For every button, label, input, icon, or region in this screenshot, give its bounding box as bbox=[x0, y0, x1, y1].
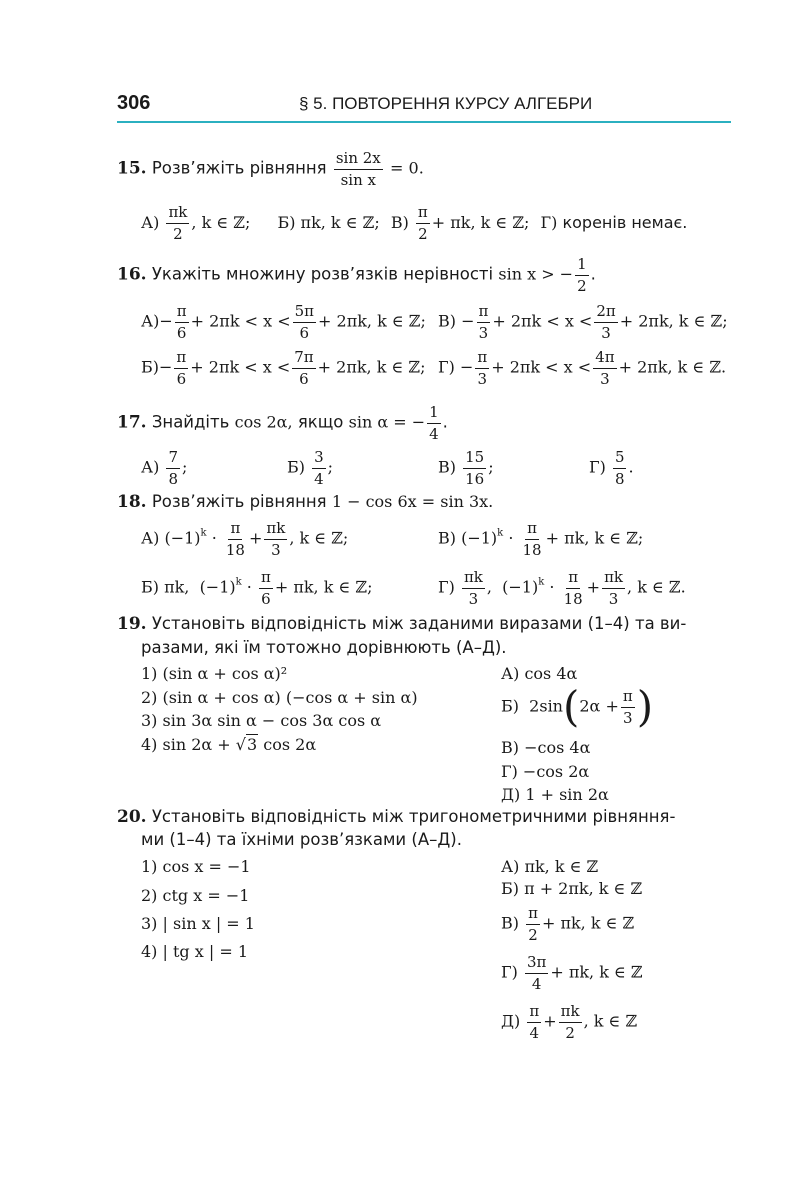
question-prompt: Знайдіть bbox=[151, 412, 230, 432]
question-number: 17. bbox=[117, 412, 147, 433]
list-item: 1) (sin α + cos α)² bbox=[141, 664, 288, 683]
option-a[interactable]: А) $\frac{\pi k}{2}$ , k ∈ ℤ; bbox=[141, 203, 251, 243]
list-item: 4) sin 2α + √3 cos 2α bbox=[141, 735, 317, 754]
equation-rhs: = 0. bbox=[390, 158, 424, 178]
question-19 bbox=[117, 614, 686, 634]
q15-options bbox=[141, 204, 687, 242]
answer-b[interactable]: Б) π + 2πk, k ∈ ℤ bbox=[501, 879, 643, 898]
answer-d[interactable]: Г) −cos 2α bbox=[501, 762, 590, 781]
option-d[interactable]: Г) $\frac{5}{8}$ . bbox=[589, 448, 634, 488]
option-a[interactable]: А) $(-1)^k$ · $\frac{\pi}{18}$ + $\frac{\pi k}{3}$ , k ∈ ℤ; bbox=[141, 519, 349, 559]
answer-e[interactable]: Д) $\frac{\pi}{4}$ + $\frac{\pi k}{2}$ , k ∈ ℤ bbox=[501, 1002, 638, 1042]
condition-fraction: $\frac{1}{4}$ bbox=[429, 403, 439, 443]
question-17 bbox=[117, 404, 448, 442]
answer-c[interactable]: В) $\frac{\pi}{2}$ + πk, k ∈ ℤ bbox=[501, 904, 635, 944]
question-number: 19. bbox=[117, 614, 147, 634]
option-a[interactable]: А)− $\frac{\pi}{6}$ + 2πk < x < $\frac{5\pi}{6}$ + 2πk, k ∈ ℤ; bbox=[141, 302, 426, 342]
answer-e[interactable]: Д) 1 + sin 2α bbox=[501, 785, 609, 804]
option-b[interactable]: Б) πk, k ∈ ℤ; bbox=[277, 212, 380, 232]
question-prompt: Розв’яжіть рівняння bbox=[151, 158, 327, 178]
equation: 1 − cos 6x = sin 3x. bbox=[331, 492, 494, 511]
option-d[interactable]: Г) − $\frac{\pi}{3}$ + 2πk < x < $\frac{4\pi}{3}$ + 2πk, k ∈ ℤ. bbox=[438, 348, 727, 388]
question-16 bbox=[117, 256, 596, 294]
answer-a[interactable]: А) cos 4α bbox=[501, 664, 578, 683]
condition-lhs: sin α = − bbox=[348, 412, 426, 432]
condition-end: . bbox=[442, 412, 448, 432]
option-d[interactable]: Г) коренів немає. bbox=[540, 212, 688, 232]
page-number: 306 bbox=[117, 92, 151, 114]
target-expression: cos 2α, bbox=[234, 412, 293, 432]
option-d[interactable]: Г) $\frac{\pi k}{3}$ , $(-1)^k$ · $\frac{\pi}{18}$ + $\frac{\pi k}{3}$ , k ∈ ℤ. bbox=[438, 568, 686, 608]
inequality-lhs: sin x > − bbox=[498, 264, 574, 284]
section-title: § 5. ПОВТОРЕННЯ КУРСУ АЛГЕБРИ bbox=[299, 94, 593, 113]
question-number: 18. bbox=[117, 492, 147, 512]
question-prompt-line2: ми (1–4) та їхніми розв’язками (А–Д). bbox=[141, 830, 462, 849]
answer-c[interactable]: В) −cos 4α bbox=[501, 738, 591, 757]
question-number: 15. bbox=[117, 158, 147, 179]
list-item: 1) cos x = −1 bbox=[141, 857, 251, 876]
list-item: 3) sin 3α sin α − cos 3α cos α bbox=[141, 711, 382, 730]
option-b[interactable]: Б) πk, $(-1)^k$ · $\frac{\pi}{6}$ + πk, k ∈ ℤ; bbox=[141, 568, 373, 608]
list-item: 2) ctg x = −1 bbox=[141, 886, 250, 905]
answer-b[interactable]: Б) 2sin(2α + $\frac{\pi}{3}$ ) bbox=[501, 682, 654, 731]
inequality-fraction: $\frac{1}{2}$ bbox=[577, 255, 587, 295]
equation-fraction: $\frac{\sin 2x}{\text{sin x}}$ bbox=[335, 149, 381, 189]
option-b[interactable]: Б) $\frac{3}{4}$ ; bbox=[287, 448, 334, 488]
header-rule bbox=[117, 121, 731, 123]
condition-word: якщо bbox=[297, 412, 344, 432]
option-b[interactable]: Б)− $\frac{\pi}{6}$ + 2πk < x < $\frac{7\pi}{6}$ + 2πk, k ∈ ℤ; bbox=[141, 348, 426, 388]
option-c[interactable]: В) $\frac{15}{16}$ ; bbox=[438, 448, 494, 488]
question-number: 20. bbox=[117, 807, 147, 827]
question-number: 16. bbox=[117, 264, 147, 285]
question-20 bbox=[117, 807, 675, 827]
option-c[interactable]: В) $\frac{\pi}{2}$ + πk, k ∈ ℤ; bbox=[390, 203, 530, 243]
question-prompt: Розв’яжіть рівняння bbox=[151, 492, 327, 511]
option-c[interactable]: В) − $\frac{\pi}{3}$ + 2πk < x < $\frac{2\pi}{3}$ + 2πk, k ∈ ℤ; bbox=[438, 302, 728, 342]
question-18 bbox=[117, 492, 493, 512]
list-item: 2) (sin α + cos α) (−cos α + sin α) bbox=[141, 688, 418, 707]
answer-d[interactable]: Г) $\frac{3\pi}{4}$ + πk, k ∈ ℤ bbox=[501, 953, 643, 993]
question-prompt-line2: разами, які їм тотожно дорівнюють (А–Д). bbox=[141, 638, 507, 657]
answer-a[interactable]: А) πk, k ∈ ℤ bbox=[501, 857, 599, 876]
question-15 bbox=[117, 150, 424, 188]
list-item: 3) | sin x | = 1 bbox=[141, 914, 255, 933]
list-item: 4) | tg x | = 1 bbox=[141, 942, 248, 961]
inequality-end: . bbox=[590, 264, 596, 284]
option-a[interactable]: А) $\frac{7}{8}$ ; bbox=[141, 448, 188, 488]
question-prompt: Укажіть множину розв’язків нерівності bbox=[151, 264, 494, 284]
question-prompt-line1: Установіть відповідність між тригонометричними рівняння- bbox=[151, 807, 676, 826]
option-c[interactable]: В) $(-1)^k$ · $\frac{\pi}{18}$ + πk, k ∈ ℤ; bbox=[438, 519, 644, 559]
question-prompt-line1: Установіть відповідність між заданими виразами (1–4) та ви- bbox=[151, 614, 687, 633]
